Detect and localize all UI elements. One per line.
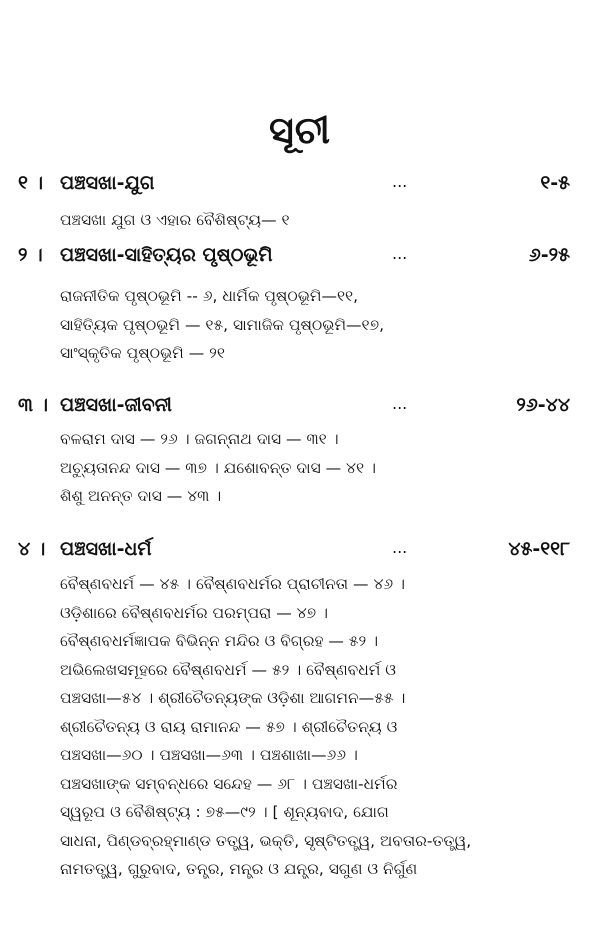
- leader-dots: ...: [392, 244, 408, 263]
- chapter-subtopics: [60, 570, 570, 884]
- subtopic-line: ସାଧନା, ପିଣ୍ଡବ୍ରହ୍ମାଣ୍ଡ ତତ୍ତ୍ୱ, ଭକ୍ତି, ସୃଷ୍ଟିତତ୍ତ୍ୱ, ଅବତାର-ତତ୍ତ୍ୱ,: [60, 831, 472, 850]
- subtopic-line: ନାମତତ୍ତ୍ୱ, ଗୁରୁବାଦ, ତନ୍ତ୍ର, ମନ୍ତ୍ର ଓ ଯନ୍ତ୍ର, ସଗୁଣ ଓ ନିର୍ଗୁଣ: [60, 860, 418, 878]
- toc-entry-header: [0, 172, 600, 206]
- chapter-number: ୩ ।: [18, 394, 49, 416]
- subtopic-line: ସାହିତ୍ୟିକ ପୃଷ୍ଠଭୂମି — ୧୫, ସାମାଜିକ ପୃଷ୍ଠଭୂମି—୧୭,: [60, 315, 385, 334]
- toc-entry-1: [0, 172, 600, 235]
- subtopic-line: ପଞ୍ଚସଖା ଯୁଗ ଓ ଏହାର ବୈଶିଷ୍ଟ୍ୟ— ୧: [60, 211, 290, 229]
- toc-entry-2: [0, 244, 600, 368]
- chapter-title: ପଞ୍ଚସଖା-ସାହିତ୍ୟର ପୃଷ୍ଠଭୂମି: [60, 244, 273, 266]
- subtopic-line: ଅଚ୍ୟୁତାନନ୍ଦ ଦାସ — ୩୭ । ଯଶୋବନ୍ତ ଦାସ — ୪୧ ।: [60, 458, 376, 477]
- subtopic-line: ପଞ୍ଚସଖାଙ୍କ ସମ୍ବନ୍ଧରେ ସନ୍ଦେହ — ୬୮ । ପଞ୍ଚସଖା-ଧର୍ମର: [60, 774, 398, 793]
- page-range: ୨୬-୪୪: [516, 394, 570, 416]
- chapter-subtopics: [60, 425, 570, 511]
- page-range: ୧-୫: [540, 172, 570, 194]
- chapter-subtopics: [60, 282, 570, 368]
- subtopic-line: ସାଂସ୍କୃତିକ ପୃଷ୍ଠଭୂମି — ୨୧: [60, 344, 225, 362]
- subtopic-line: ବୈଷ୍ଣବଧର୍ମ — ୪୫ । ବୈଷ୍ଣବଧର୍ମର ପ୍ରାଚୀନତା — ୪୬ ।: [60, 575, 406, 593]
- subtopic-line: ଓଡ଼ିଶାରେ ବୈଷ୍ଣବଧର୍ମର ପରମ୍ପରା — ୪୭ ।: [60, 603, 329, 622]
- page-range: ୬-୨୫: [528, 244, 570, 266]
- leader-dots: ...: [392, 172, 408, 191]
- page-range: ୪୫-୧୧୮: [508, 538, 570, 560]
- chapter-title: ପଞ୍ଚସଖା-ଧର୍ମ: [60, 538, 152, 560]
- subtopic-line: ବଳରାମ ଦାସ — ୨୬ । ଜଗନ୍ନାଥ ଦାସ — ୩୧ ।: [60, 430, 339, 448]
- leader-dots: ...: [392, 394, 408, 413]
- subtopic-line: ବୈଷ୍ଣବଧର୍ମଜ୍ଞାପକ ବିଭିନ୍ନ ମନ୍ଦିର ଓ ବିଗ୍ରହ — ୫୨ ।: [60, 632, 379, 650]
- toc-entry-header: [0, 244, 600, 282]
- subtopic-line: ଶ୍ରୀଚୈତନ୍ୟ ଓ ରାୟ ରାମାନନ୍ଦ — ୫୭ । ଶ୍ରୀଚୈତନ୍ୟ ଓ: [60, 717, 398, 736]
- chapter-number: ୨ ।: [18, 244, 43, 266]
- page-title: ସୂଚୀ: [268, 108, 332, 152]
- leader-dots: ...: [392, 538, 408, 557]
- toc-entry-header: [0, 538, 600, 570]
- chapter-number: ୪ ।: [18, 538, 46, 560]
- subtopic-line: ରାଜନୀତିକ ପୃଷ୍ଠଭୂମି -- ୬, ଧାର୍ମିକ ପୃଷ୍ଠଭୂମି—୧୧,: [60, 287, 359, 305]
- chapter-subtopics: [60, 206, 570, 235]
- subtopic-line: ସ୍ୱରୂପ ଓ ବୈଶିଷ୍ଟ୍ୟ : ୭୫—୯୨ । [ ଶୂନ୍ୟବାଦ, ଯୋଗ: [60, 803, 389, 821]
- subtopic-line: ଅଭିଲେଖସମୂହରେ ବୈଷ୍ଣବଧର୍ମ — ୫୨ । ବୈଷ୍ଣବଧର୍ମ ଓ: [60, 660, 396, 679]
- chapter-title: ପଞ୍ଚସଖା-ଜୀବନୀ: [60, 394, 172, 416]
- chapter-number: ୧ ।: [18, 172, 44, 194]
- subtopic-line: ପଞ୍ଚସଖା—୫୪ । ଶ୍ରୀଚୈତନ୍ୟଙ୍କ ଓଡ଼ିଶା ଆଗମନ—୫୫ ।: [60, 689, 406, 707]
- toc-entry-4: [0, 538, 600, 884]
- toc-entry-3: [0, 394, 600, 511]
- subtopic-line: ଶିଶୁ ଅନନ୍ତ ଦାସ — ୪୩ ।: [60, 487, 222, 505]
- subtopic-line: ପଞ୍ଚସଖା—୬୦ । ପଞ୍ଚସଖା—୬୩ । ପଞ୍ଚଶାଖା—୬୬ ।: [60, 746, 358, 764]
- toc-entry-header: [0, 394, 600, 425]
- chapter-title: ପଞ୍ଚସଖା-ଯୁଗ: [60, 172, 155, 194]
